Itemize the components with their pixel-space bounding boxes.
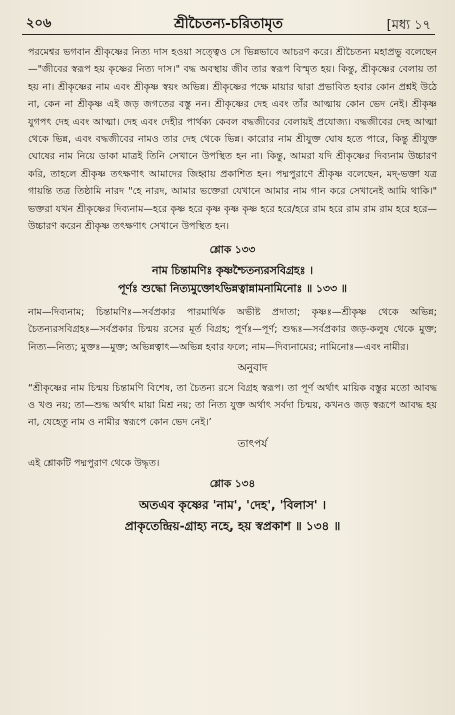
- verse-133-line-2: পূর্ণঃ শুদ্ধো নিত্যমুক্তোঽভিন্নত্বান্নামনামিনোঃ ॥ ১৩৩ ॥: [118, 281, 347, 295]
- chapter-reference: [মধ্য ১৭: [386, 18, 431, 33]
- verse-133-purport: এই শ্লোকটি পদ্মপুরাণ থেকে উদ্ধৃত।: [28, 458, 160, 470]
- verse-133-label: শ্লোক ১৩৩: [209, 244, 256, 257]
- purport-paragraph: পরমেশ্বর ভগবান শ্রীকৃষ্ণের নিত্য দাস হওয়া সত্ত্বেও সে ভিন্নভাবে আচরণ করে। শ্রীচৈতন্য মহাপ্রভু বলেছেন—"জীবের স্বরূপ হয় কৃষ্ণের নিত্য দাস।" বদ্ধ অবস্থায় জীব তার স্বরূপ বিস্মৃত হয়। কিন্তু, শ্রীকৃষ্ণের বেলায় তা হয় না। শ্রীকৃষ্ণের নাম এবং শ্রীকৃষ্ণ স্বয়ং অভিন্ন। শ্রীকৃষ্ণের পক্ষে মায়ার দ্বারা প্রভাবিত হবার কোন প্রশ্নই উঠে না, কেন না শ্রীকৃষ্ণ এই জড় জগতের বস্তু নন। শ্রীকৃষ্ণের দেহ এবং তাঁর আত্মায় কোন ভেদ নেই। শ্রীকৃষ্ণ যুগপৎ দেহ এবং আত্মা। দেহ এবং দেহীর পার্থক্য কেবল বদ্ধজীবের বেলায়ই প্রযোজ্য। বদ্ধজীবের দেহ আত্মা থেকে ভিন্ন, এবং বদ্ধজীবের নামও তার দেহ থেকে ভিন্ন। কারোর নাম শ্রীযুক্ত ঘোষ হতে পারে, কিন্তু শ্রীযুক্ত ঘোষের নাম নিয়ে ডাকা মাত্রই তিনি সেখানে উপস্থিত হন না। কিন্তু, আমরা যদি শ্রীকৃষ্ণের দিব্যনাম উচ্চারণ করি, তাহলে শ্রীকৃষ্ণ তৎক্ষণাৎ আমাদের জিহ্বায় প্রকাশিত হন। পদ্মপুরাণে শ্রীকৃষ্ণ বলেছেন, মদ্-ভক্তা যত্র গায়ন্তি তত্র তিষ্ঠামি নারদ "হে নারদ, আমার ভক্তেরা যেখানে আমার নাম গান করে সেখানেই আমি থাকি।" ভক্তরা যখন শ্রীকৃষ্ণের দিব্যনাম—হরে কৃষ্ণ হরে কৃষ্ণ কৃষ্ণ কৃষ্ণ হরে হরে/হরে রাম হরে রাম রাম রাম হরে হরে—উচ্চারণ করেন শ্রীকৃষ্ণ তৎক্ষণাৎ সেখানে উপস্থিত হন।: [28, 47, 437, 233]
- book-title: শ্রীচৈতন্য-চরিতামৃত: [174, 16, 283, 32]
- verse-133-line-1: নাম চিন্তামণিঃ কৃষ্ণশ্চৈতন্যরসবিগ্রহঃ ।: [152, 263, 313, 277]
- purport-label: তাৎপর্য: [237, 437, 268, 450]
- running-header: [22, 8, 435, 35]
- verse-134-label: শ্লোক ১৩৪: [209, 477, 256, 490]
- page-body: [28, 44, 437, 537]
- verse-134-line-2: প্রাকৃতেন্দ্রিয়-গ্রাহ্য নহে, হয় স্বপ্রকাশ ॥ ১৩৪ ॥: [124, 518, 341, 533]
- translation-label: অনুবাদ: [237, 362, 268, 375]
- verse-133-synonyms: নাম—দিব্যনাম; চিন্তামণিঃ—সর্বপ্রকার পারমার্থিক অভীষ্ট প্রদাতা; কৃষ্ণঃ—শ্রীকৃষ্ণ থেকে অভিন্ন; চৈতন্যরসবিগ্রহঃ—সর্বপ্রকার চিন্ময় রসের মূর্ত বিগ্রহ; পূর্ণঃ—পূর্ণ; শুদ্ধঃ—সর্বপ্রকার জড়-কলুষ থেকে মুক্ত; নিত্য—নিত্য; মুক্তঃ—মুক্ত; অভিন্নত্বাৎ—অভিন্ন হবার ফলে; নাম—দিব্যনামের; নামিনোঃ—এবং নামীর।: [28, 306, 437, 353]
- verse-133-translation: “শ্রীকৃষ্ণের নাম চিন্ময় চিন্তামণি বিশেষ, তা চৈতন্য রসে বিগ্রহ স্বরূপ। তা পূর্ণ অর্থাৎ মায়িক বস্তুর মতো আবদ্ধ ও খণ্ড নয়; তা—শুদ্ধ অর্থাৎ মায়া মিশ্র নয়; তা নিত্য যুক্ত অর্থাৎ সর্বদা চিন্ময়, কখনও জড় স্বরূপে আবদ্ধ হয় না, যেহেতু নাম ও নামীর স্বরূপে কোন ভেদ নেই।’: [28, 382, 437, 429]
- verse-134-line-1: অতএব কৃষ্ণের 'নাম', 'দেহ', 'বিলাস' ।: [138, 497, 327, 512]
- page-number: ২০৬: [26, 16, 52, 31]
